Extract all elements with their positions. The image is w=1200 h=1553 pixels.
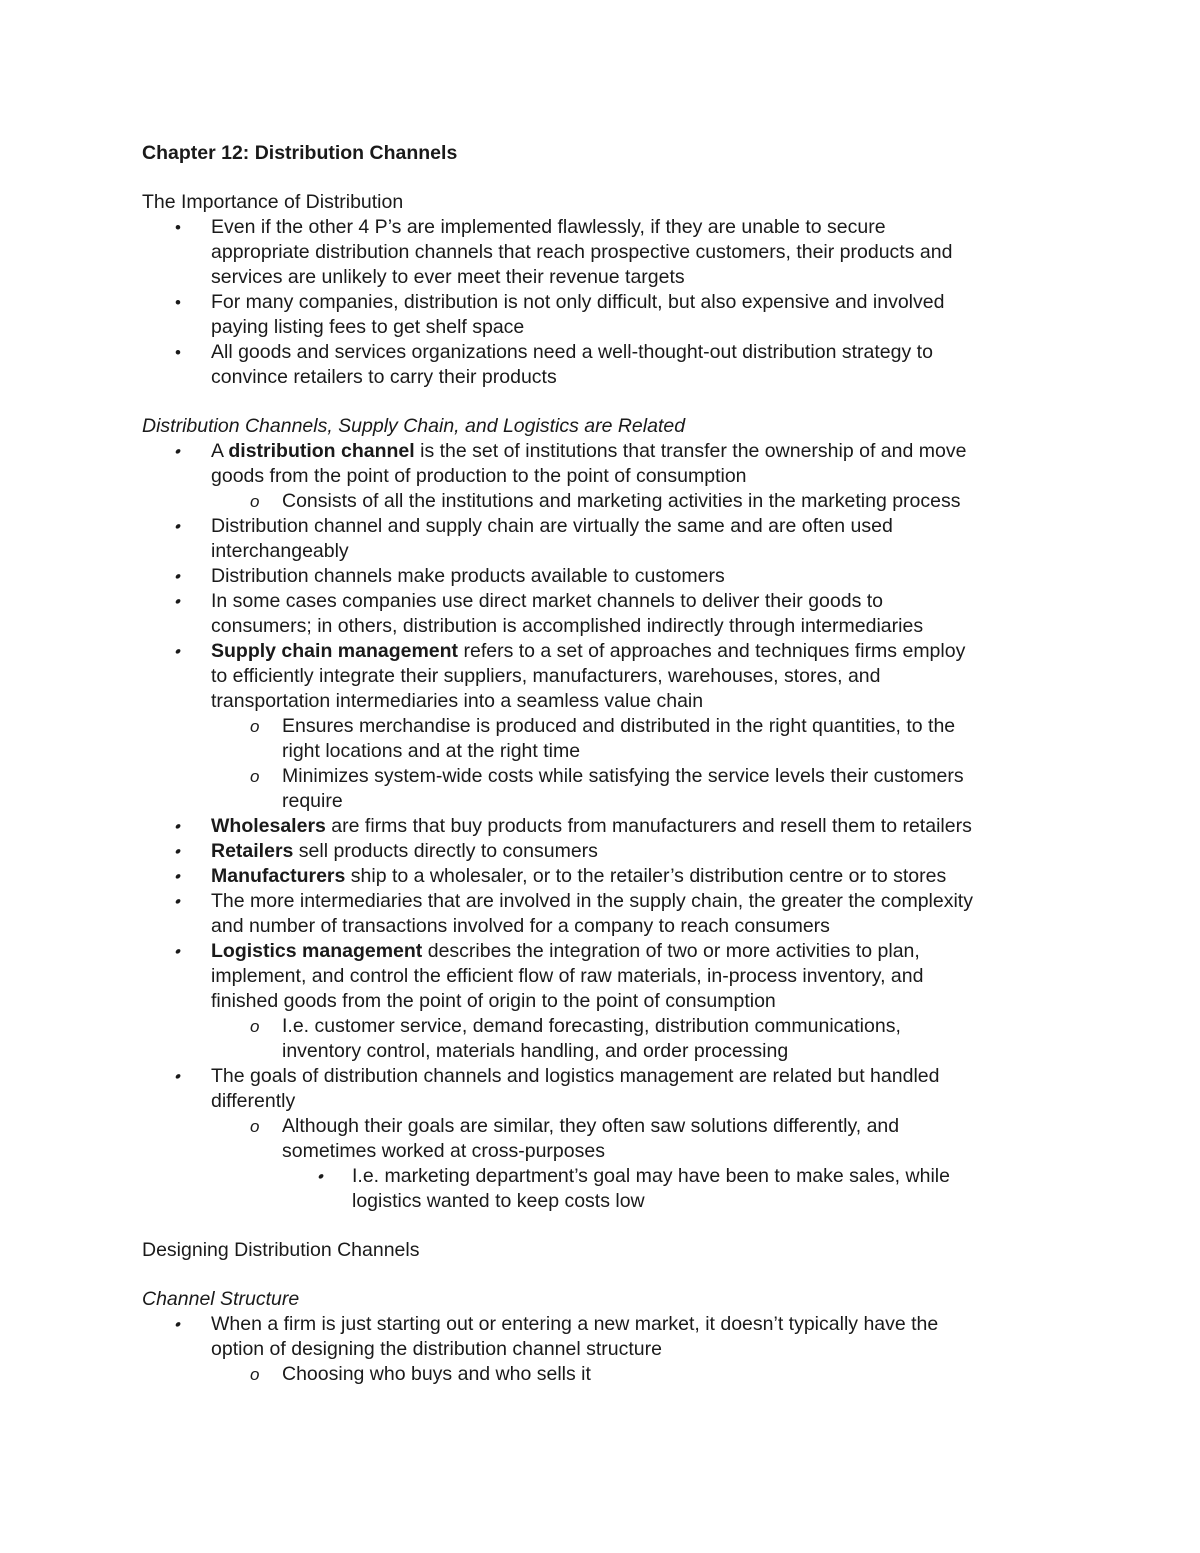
bullet-icon: •: [171, 892, 185, 911]
list-item: • Retailers sell products directly to consumers: [171, 840, 598, 862]
sub-list-item: o Ensures merchandise is produced and distributed in the right quantities, to the: [250, 715, 956, 737]
list-item: • For many companies, distribution is not only difficult, but also expensive and involved: [175, 291, 945, 313]
circle-bullet-icon: o: [250, 492, 260, 511]
bullet-icon: •: [171, 817, 185, 836]
section-heading-designing: Designing Distribution Channels: [142, 1239, 420, 1261]
sub-list-item: o Although their goals are similar, they often saw solutions differently, and: [250, 1115, 900, 1137]
bullet-icon: •: [171, 1315, 185, 1334]
circle-bullet-icon: o: [250, 1017, 260, 1036]
bullet-icon: •: [171, 517, 185, 536]
bullet-icon: •: [171, 1067, 185, 1086]
bullet-icon: •: [171, 592, 185, 611]
section-heading-related: Distribution Channels, Supply Chain, and Logistics are Related: [142, 415, 686, 437]
list-item: • A distribution channel is the set of institutions that transfer the ownership of and move: [171, 440, 967, 462]
list-item: • Distribution channel and supply chain are virtually the same and are often used: [171, 515, 893, 537]
sub-list-item: o I.e. customer service, demand forecasting, distribution communications,: [250, 1015, 901, 1037]
page-title: Chapter 12: Distribution Channels: [142, 142, 458, 164]
circle-bullet-icon: o: [250, 1117, 260, 1136]
list-item: • Logistics management describes the integration of two or more activities to plan,: [171, 940, 920, 962]
bullet-icon: •: [171, 942, 185, 961]
list-item: • The more intermediaries that are involved in the supply chain, the greater the complexity: [171, 890, 973, 912]
bullet-icon: •: [175, 293, 181, 312]
sub-sub-list-item: • I.e. marketing department’s goal may have been to make sales, while: [314, 1165, 950, 1187]
section-heading-importance: The Importance of Distribution: [142, 191, 404, 213]
bullet-icon: •: [175, 343, 181, 362]
list-item: • Manufacturers ship to a wholesaler, or to the retailer’s distribution centre or to stores: [171, 865, 947, 887]
list-item: • All goods and services organizations need a well-thought-out distribution strategy to: [175, 341, 933, 363]
bullet-icon: •: [171, 867, 185, 886]
bullet-icon: •: [171, 442, 185, 461]
bullet-icon: •: [171, 567, 185, 586]
sub-list-item: o Choosing who buys and who sells it: [250, 1363, 591, 1385]
list-item: • In some cases companies use direct market channels to deliver their goods to: [171, 590, 884, 612]
list-item: • Wholesalers are firms that buy products from manufacturers and resell them to retailers: [171, 815, 972, 837]
section-heading-channel-structure: Channel Structure: [142, 1288, 300, 1310]
sub-list-item: o Minimizes system-wide costs while satisfying the service levels their customers: [250, 765, 964, 787]
bullet-icon: •: [171, 842, 185, 861]
circle-bullet-icon: o: [250, 717, 260, 736]
document-page: Chapter 12: Distribution Channels The Importance of Distribution • Even if the other 4 P’s are implemented flawlessly, if they are unable to secure appropriate distribution channels that reach prospective customers, their products and services are unlikely to ever meet their revenue targets • For many companies, distribution is not only difficult, but also expensive and involved paying listing fees to get shelf space • All goods and services organizations need a well-thought-out distribution strategy to convince retailers to carry their products Distribution Channels, Supply Chain, and Logistics are Related • A distribution channel is the set of institutions that transfer the ownership of and move goods from the point of production to the point of consumption o Consists of all the institutions and marketing activities in the marketing process • Distribution channel and supply chain are virtually the same and are often used interchangeably • Distribution channels make products available to customers • In some cases companies use direct market channels to deliver their goods to consumers; in others, distribution is accomplished indirectly through intermediaries • Supply chain management refers to a set of approaches and techniques firms employ to efficiently integrate their suppliers, manufacturers, warehouses, stores, and transportation intermediaries into a seamless value chain o Ensures merchandise is produced and distributed in the right quantities, to the right locations and at the right time o Minimizes system-wide costs while satisfying the service levels their customers require • Wholesalers are firms that buy products from manufacturers and resell them to retailers • Retailers sell products directly to consumers • Manufacturers ship to a wholesaler, or to the retailer’s distribution centre or to stores • The more intermediaries that are involved in the supply chain, the greater the complexity and number of transactions involved for a company to reach consumers • Logistics management describes the integration of two or more activities to plan, implement, and control the efficient flow of raw materials, in-process inventory, and finished goods from the point of origin to the point of consumption o I.e. customer service, demand forecasting, distribution communications, inventory control, materials handling, and order processing • The goals of distribution channels and logistics management are related but handled differently o Although their goals are similar, they often saw solutions differently, and sometimes worked at cross-purposes • I.e. marketing department’s goal may have been to make sales, while logistics wanted to keep costs low Designing Distribution Channels Channel Structure • When a firm is just starting out or entering a new market, it doesn’t typically have the option of designing the distribution channel structure o Choosing who buys and who sells it: [142, 141, 1072, 1387]
list-item: • The goals of distribution channels and logistics management are related but handled: [171, 1065, 940, 1087]
list-item: • Even if the other 4 P’s are implemented flawlessly, if they are unable to secure: [175, 216, 886, 238]
list-item: • Distribution channels make products available to customers: [171, 565, 725, 587]
bullet-icon: •: [314, 1167, 328, 1186]
list-item: • When a firm is just starting out or entering a new market, it doesn’t typically have the: [171, 1313, 939, 1335]
bullet-icon: •: [175, 218, 181, 237]
sub-list-item: o Consists of all the institutions and marketing activities in the marketing process: [250, 490, 961, 512]
circle-bullet-icon: o: [250, 767, 260, 786]
bullet-icon: •: [171, 642, 185, 661]
circle-bullet-icon: o: [250, 1365, 260, 1384]
list-item: • Supply chain management refers to a set of approaches and techniques firms employ: [171, 640, 966, 662]
